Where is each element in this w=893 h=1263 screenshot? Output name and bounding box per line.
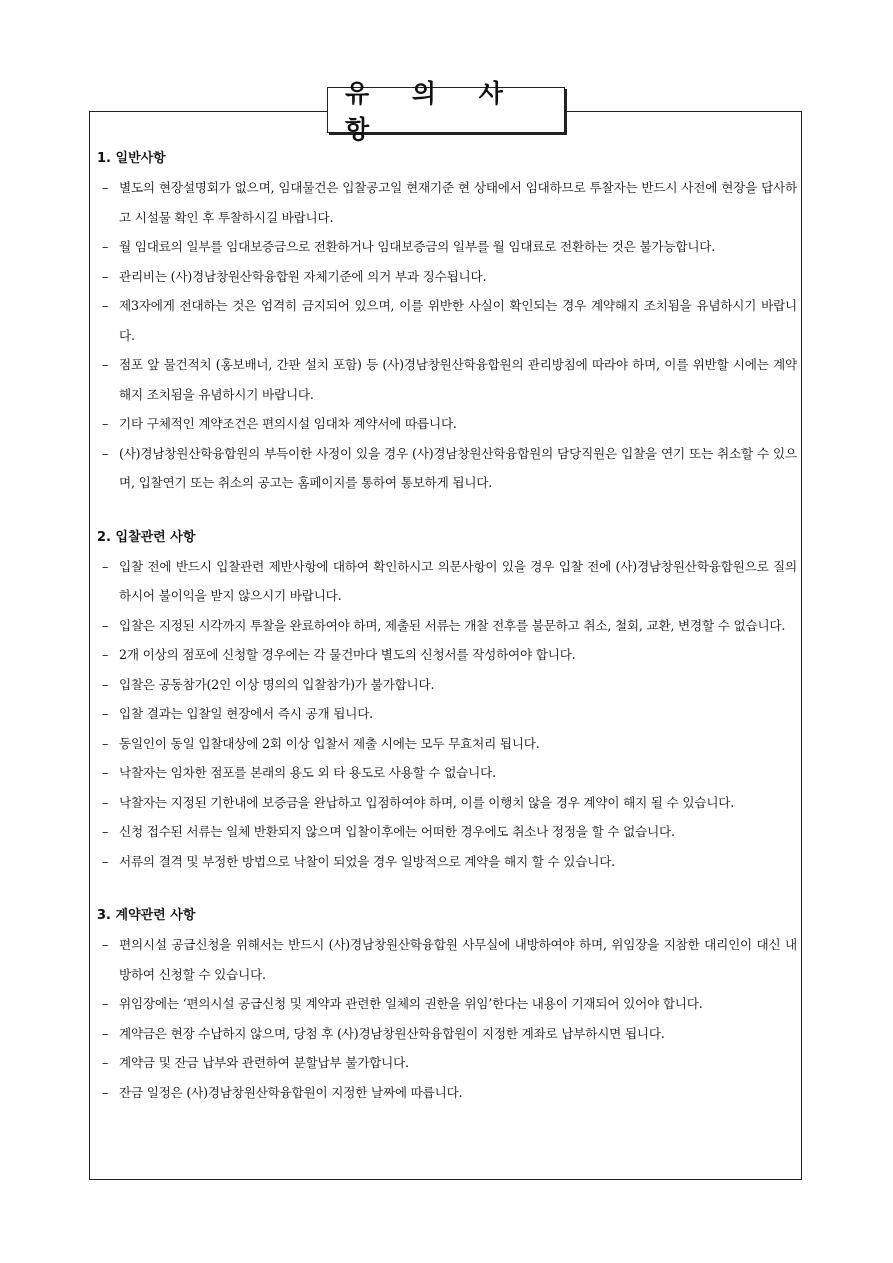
list-item <box>97 552 797 611</box>
item-text: 위임장에는 ‘편의시설 공급신청 및 계약과 관련한 일체의 권한을 위임’한다는 내용이 기재되어 있어야 합니다. <box>119 996 703 1011</box>
list-item <box>97 817 797 847</box>
item-text: 입찰은 지정된 시각까지 투찰을 완료하여야 하며, 제출된 서류는 개찰 전후를 불문하고 취소, 철회, 교환, 변경할 수 없습니다. <box>119 617 786 633</box>
page-title: 유 의 사 항 <box>327 87 565 133</box>
item-text: 입찰은 공동참가(2인 이상 명의의 입찰참가)가 불가합니다. <box>119 676 435 692</box>
item-text: 편의시설 공급신청을 위해서는 반드시 (사)경남창원산학융합원 사무실에 내방하여야 하며, 위임장을 지참한 대리인이 대신 내방하여 신청할 수 있습니다. <box>119 937 797 982</box>
dash-bullet: – <box>102 676 109 692</box>
list-item <box>97 699 797 729</box>
dash-bullet: – <box>102 239 109 254</box>
item-text: 점포 앞 물건적치 (홍보배너, 간판 설치 포함) 등 (사)경남창원산학융합원의 관리방침에 따라야 하며, 이를 위반할 시에는 계약해지 조치됨을 유념하시기 바랍니다. <box>119 357 797 402</box>
item-text: 별도의 현장설명회가 없으며, 임대물건은 입찰공고일 현재기준 현 상태에서 임대하므로 투찰자는 반드시 사전에 현장을 답사하고 시설물 확인 후 투찰하시길 바랍니다. <box>119 180 797 225</box>
section-heading: 3. 계약관련 사항 <box>97 908 196 923</box>
item-text: 제3자에게 전대하는 것은 엄격히 금지되어 있으며, 이를 위반한 사실이 확인되는 경우 계약해지 조치됨을 유념하시기 바랍니다. <box>119 298 797 343</box>
list-item <box>97 847 797 877</box>
item-text: 낙찰자는 임차한 점포를 본래의 용도 외 타 용도로 사용할 수 없습니다. <box>119 765 496 780</box>
item-text: 월 임대료의 일부를 임대보증금으로 전환하거나 임대보증금의 일부를 월 임대료로 전환하는 것은 불가능합니다. <box>119 239 716 254</box>
dash-bullet: – <box>102 357 109 372</box>
list-item <box>97 788 797 818</box>
item-text: 동일인이 동일 입찰대상에 2회 이상 입찰서 제출 시에는 모두 무효처리 됩니다. <box>119 735 540 751</box>
dash-bullet: – <box>102 735 109 751</box>
section-general <box>97 145 797 498</box>
dash-bullet: – <box>102 794 109 810</box>
list-item <box>97 173 797 232</box>
item-text: 신청 접수된 서류는 일체 반환되지 않으며 입찰이후에는 어떠한 경우에도 취소나 정정을 할 수 없습니다. <box>119 824 675 839</box>
dash-bullet: – <box>102 558 109 574</box>
item-text: 낙찰자는 지정된 기한내에 보증금을 완납하고 입점하여야 하며, 이를 이행치 않을 경우 계약이 해지 될 수 있습니다. <box>119 794 735 810</box>
list-item <box>97 409 797 439</box>
dash-bullet: – <box>102 1084 109 1100</box>
dash-bullet: – <box>102 937 109 952</box>
dash-bullet: – <box>102 445 109 461</box>
dash-bullet: – <box>102 617 109 633</box>
dash-bullet: – <box>102 298 109 313</box>
list-item <box>97 930 797 989</box>
dash-bullet: – <box>102 1055 109 1070</box>
list-item <box>97 989 797 1019</box>
dash-bullet: – <box>102 824 109 839</box>
dash-bullet: – <box>102 416 109 431</box>
dash-bullet: – <box>102 647 109 662</box>
section-contract <box>97 902 797 1107</box>
dash-bullet: – <box>102 765 109 780</box>
item-text: 계약금은 현장 수납하지 않으며, 당첨 후 (사)경남창원산학융합원이 지정한 계좌로 납부하시면 됩니다. <box>119 1025 665 1041</box>
notice-content <box>97 145 797 1133</box>
list-item <box>97 640 797 670</box>
list-item <box>97 439 797 498</box>
list-item <box>97 232 797 262</box>
dash-bullet: – <box>102 996 109 1011</box>
list-item <box>97 611 797 641</box>
item-text: (사)경남창원산학융합원의 부득이한 사정이 있을 경우 (사)경남창원산학융합원의 담당직원은 입찰을 연기 또는 취소할 수 있으며, 입찰연기 또는 취소의 공고는 홈페이지를 통하여 통보하게 됩니다. <box>119 445 797 490</box>
item-text: 잔금 일정은 (사)경남창원산학융합원이 지정한 날짜에 따릅니다. <box>119 1084 463 1100</box>
list-item <box>97 350 797 409</box>
dash-bullet: – <box>102 1025 109 1041</box>
item-text: 계약금 및 잔금 납부와 관련하여 분할납부 불가합니다. <box>119 1055 409 1070</box>
item-text: 서류의 결격 및 부정한 방법으로 낙찰이 되었을 경우 일방적으로 계약을 해지 할 수 있습니다. <box>119 853 615 869</box>
list-item <box>97 1048 797 1078</box>
section-heading: 2. 입찰관련 사항 <box>97 529 196 545</box>
list-item <box>97 670 797 700</box>
item-text: 입찰 전에 반드시 입찰관련 제반사항에 대하여 확인하시고 의문사항이 있을 경우 입찰 전에 (사)경남창원산학융합원으로 질의하시어 불이익을 받지 않으시기 바랍니다. <box>119 558 797 603</box>
list-item <box>97 1078 797 1108</box>
list-item <box>97 1019 797 1049</box>
dash-bullet: – <box>102 706 109 721</box>
list-item <box>97 291 797 350</box>
section-heading: 1. 일반사항 <box>97 151 166 166</box>
list-item <box>97 262 797 292</box>
item-text: 입찰 결과는 입찰일 현장에서 즉시 공개 됩니다. <box>119 706 373 721</box>
dash-bullet: – <box>102 268 109 284</box>
list-item <box>97 729 797 759</box>
item-text: 2개 이상의 점포에 신청할 경우에는 각 물건마다 별도의 신청서를 작성하여야 합니다. <box>119 647 576 662</box>
item-text: 기타 구체적인 계약조건은 편의시설 임대차 계약서에 따릅니다. <box>119 416 457 431</box>
item-text: 관리비는 (사)경남창원산학융합원 자체기준에 의거 부과 징수됩니다. <box>119 268 487 284</box>
dash-bullet: – <box>102 180 109 195</box>
section-bidding <box>97 524 797 877</box>
list-item <box>97 758 797 788</box>
dash-bullet: – <box>102 853 109 869</box>
